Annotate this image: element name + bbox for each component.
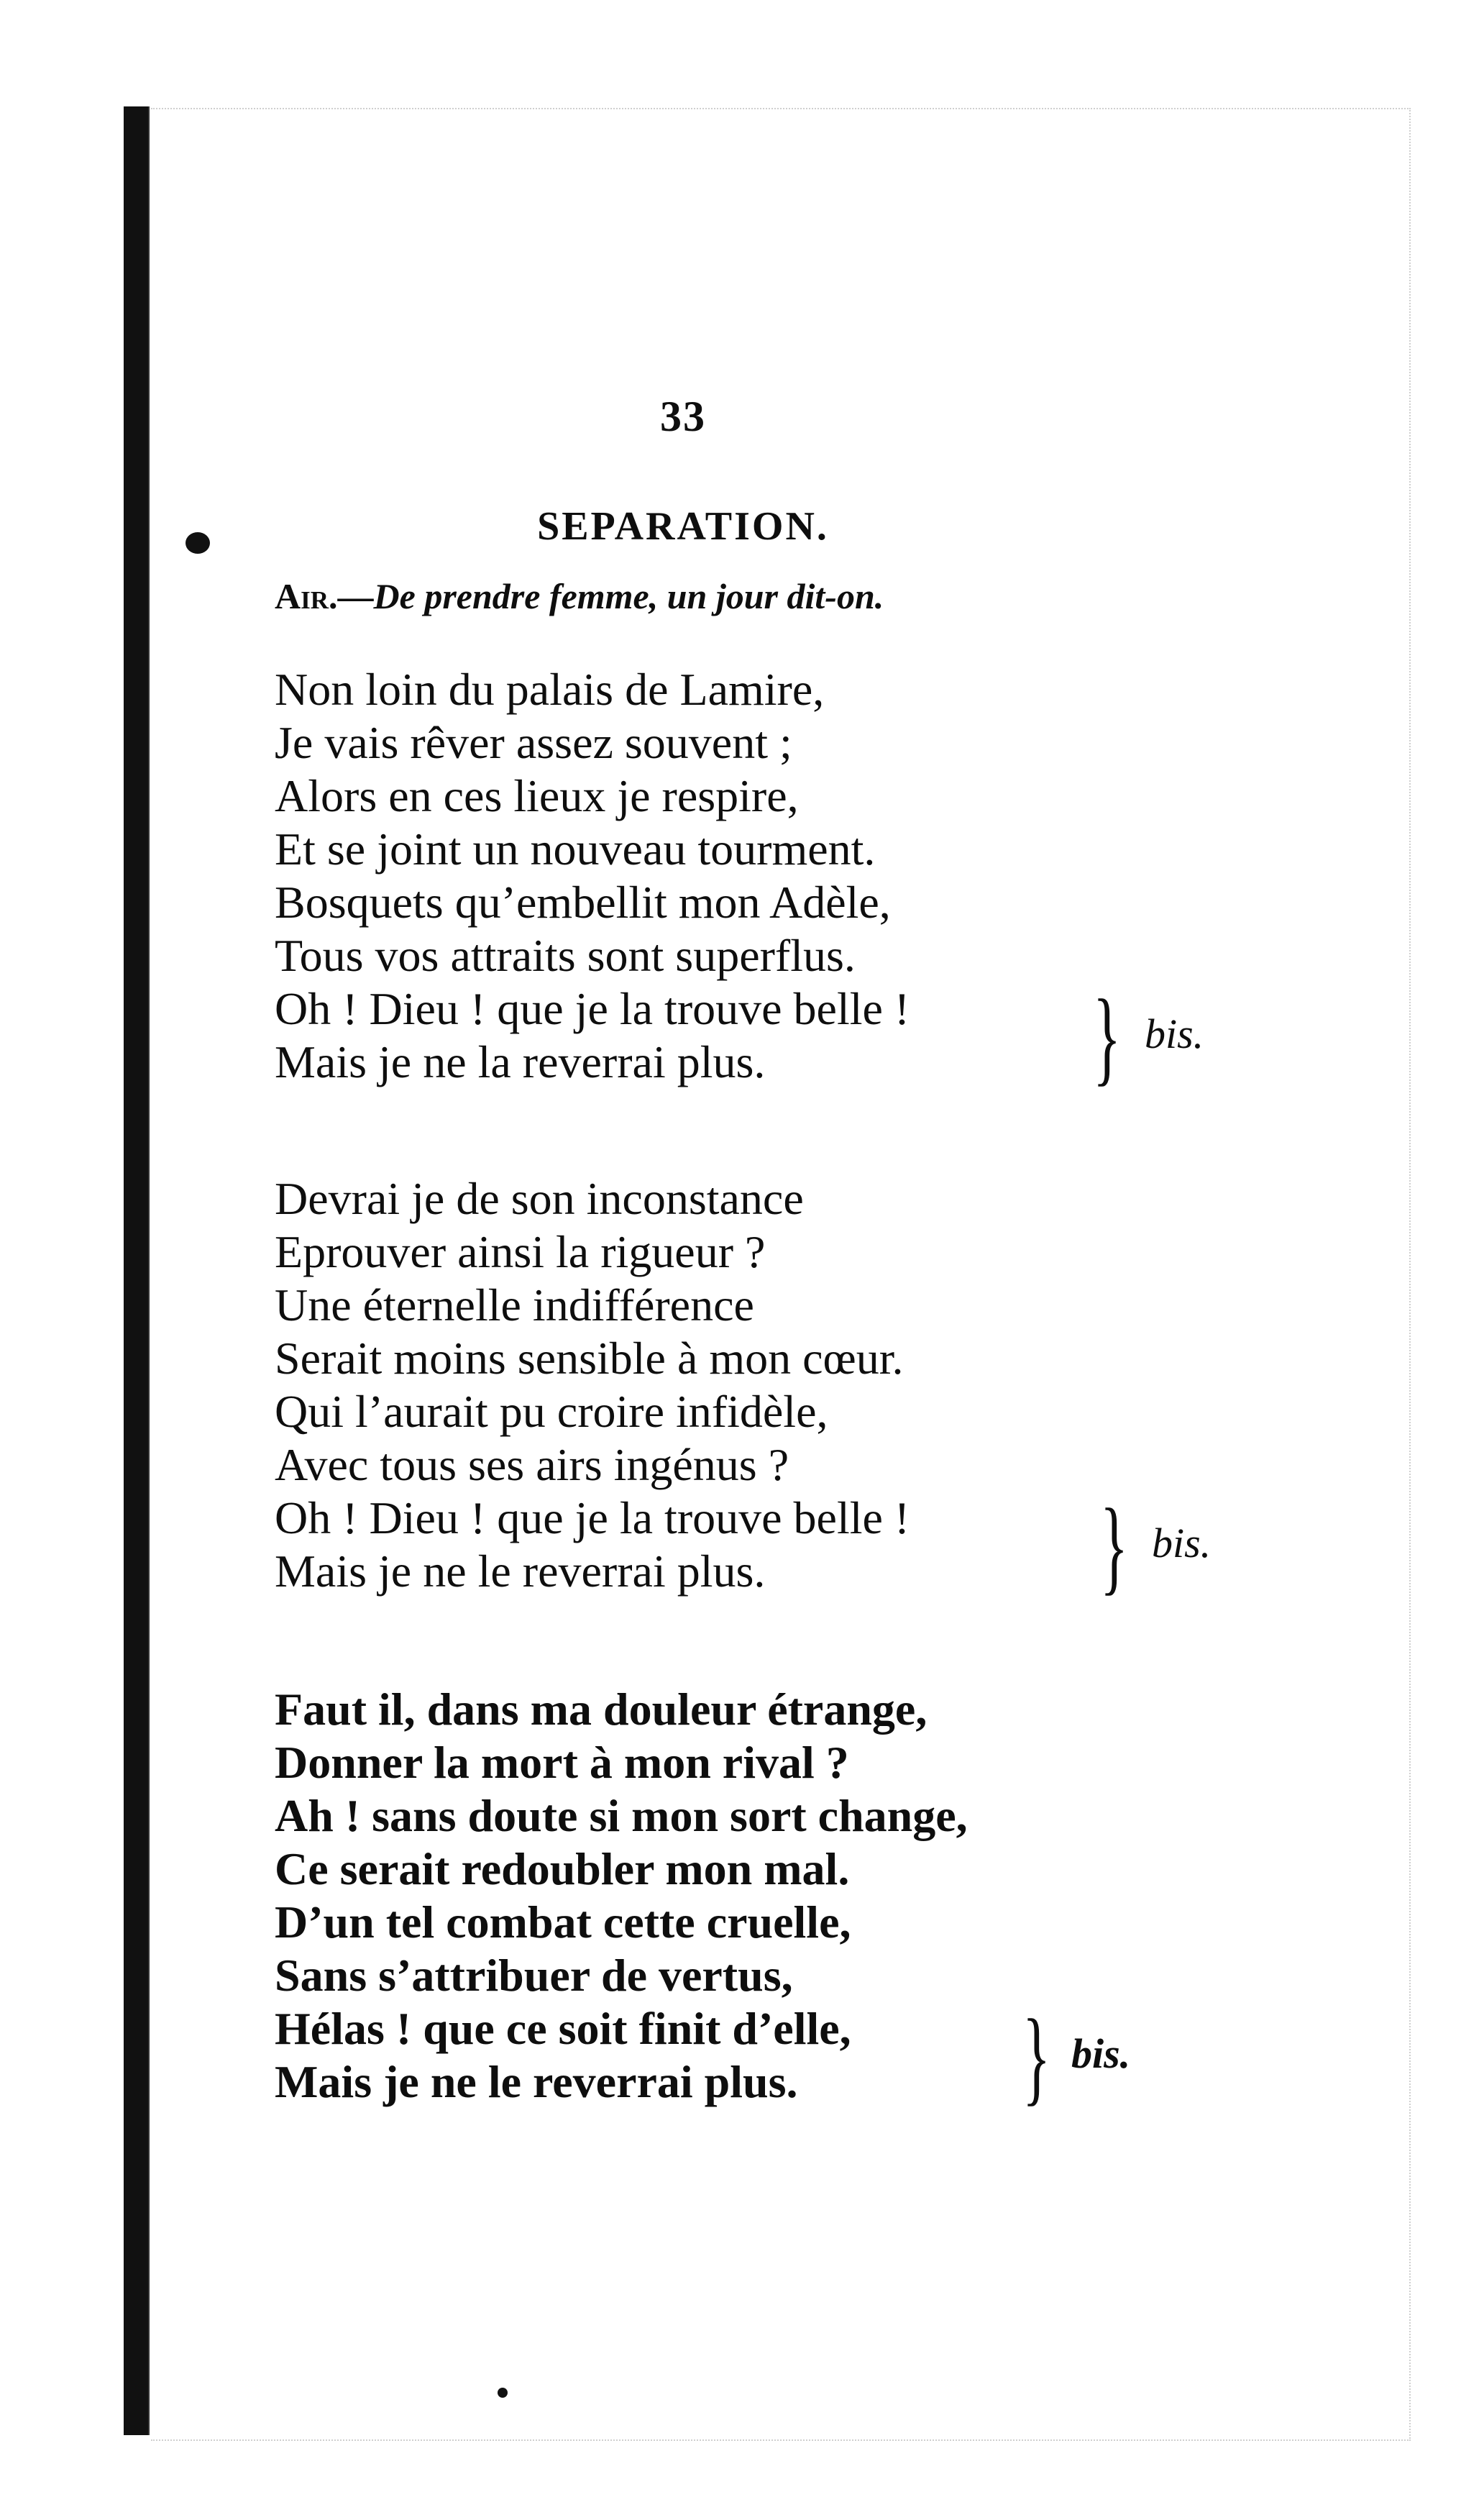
refrain-brace: }	[1093, 978, 1122, 1096]
verse-line: Non loin du palais de Lamire,	[275, 664, 825, 715]
verse-line: Je vais rêver assez souvent ;	[275, 717, 792, 768]
air-dash: —	[337, 576, 374, 616]
verse-line: Sans s’attribuer de vertus,	[275, 1950, 793, 2001]
bis-mark: bis.	[1071, 2030, 1131, 2077]
stanza-3	[275, 1683, 1267, 2116]
refrain	[275, 1998, 1267, 2116]
verse-line: Ce serait redoubler mon mal.	[275, 1843, 850, 1894]
refrain-line: Oh ! Dieu ! que je la trouve belle !	[275, 983, 910, 1034]
refrain-line: Oh ! Dieu ! que je la trouve belle !	[275, 1492, 910, 1543]
verse-line: Eprouver ainsi la rigueur ?	[275, 1226, 766, 1277]
verse-line: Avec tous ses airs ingénus ?	[275, 1439, 789, 1490]
refrain-line: Hélas ! que ce soit finit d’elle,	[275, 2003, 851, 2054]
bis-mark: bis.	[1152, 1520, 1212, 1566]
refrain-brace: }	[1100, 1487, 1129, 1605]
refrain-line: Mais je ne la reverrai plus.	[275, 1036, 766, 1087]
verse-line: Tous vos attraits sont superflus.	[275, 930, 856, 981]
verse-line: D’un tel combat cette cruelle,	[275, 1896, 851, 1948]
air-tune: De prendre femme, un jour dit-on.	[373, 576, 884, 616]
refrain-line: Mais je ne le reverrai plus.	[275, 2056, 798, 2107]
verse-line: Bosquets qu’embellit mon Adèle,	[275, 877, 891, 928]
stanza-2	[275, 1172, 1267, 1605]
air-line	[275, 575, 884, 617]
verse-line: Une éternelle indifférence	[275, 1279, 754, 1330]
verse-line: Serait moins sensible à mon cœur.	[275, 1333, 904, 1384]
verse-line: Devrai je de son inconstance	[275, 1173, 804, 1224]
refrain-line: Mais je ne le reverrai plus.	[275, 1546, 766, 1597]
verse-line: Qui l’aurait pu croire infidèle,	[275, 1386, 828, 1437]
binding-edge	[124, 106, 150, 2435]
ink-dot-mark	[498, 2388, 508, 2398]
song-title: SEPARATION.	[537, 504, 829, 549]
verse-line: Donner la mort à mon rival ?	[275, 1737, 849, 1788]
verse-line: Et se joint un nouveau tourment.	[275, 823, 876, 875]
air-label: Air.	[275, 576, 338, 616]
verse-line: Ah ! sans doute si mon sort change,	[275, 1790, 968, 1841]
verse-line: Alors en ces lieux je respire,	[275, 770, 799, 821]
verse-line: Faut il, dans ma douleur étrange,	[275, 1684, 928, 1735]
refrain	[275, 978, 1267, 1096]
refrain	[275, 1487, 1267, 1605]
stanza-1	[275, 663, 1267, 1096]
refrain-brace: }	[1022, 1998, 1051, 2116]
bis-mark: bis.	[1145, 1010, 1204, 1057]
page-number: 33	[660, 393, 706, 440]
